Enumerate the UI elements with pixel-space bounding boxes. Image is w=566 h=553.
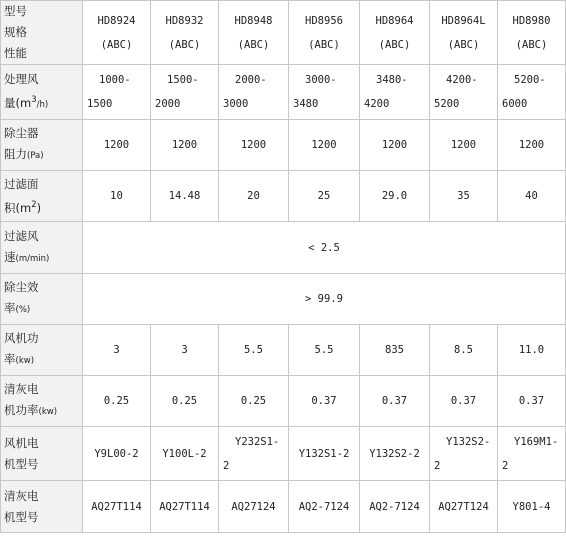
area-cell: 35 [430, 171, 498, 222]
area-cell: 20 [219, 171, 289, 222]
clean-power-cell: 0.25 [151, 376, 219, 427]
area-cell: 14.48 [151, 171, 219, 222]
model-cell: HD8964L (ABC) [430, 1, 498, 65]
flow-cell: 1500- 2000 [151, 65, 219, 120]
fan-motor-cell: Y9L00-2 [83, 427, 151, 481]
fan-motor-cell: Y132S2- 2 [430, 427, 498, 481]
label-area: 过滤面 积$(m^2)$ [1, 171, 83, 222]
fan-motor-cell: Y132S2-2 [360, 427, 430, 481]
resistance-cell: 1200 [151, 120, 219, 171]
clean-power-cell: 0.37 [430, 376, 498, 427]
flow-cell: 2000- 3000 [219, 65, 289, 120]
row-flow [1, 65, 566, 120]
resistance-cell: 1200 [498, 120, 566, 171]
label-clean-motor: 清灰电 机型号 [1, 481, 83, 533]
area-cell: 29.0 [360, 171, 430, 222]
clean-motor-cell: AQ27124 [219, 481, 289, 533]
row-clean-motor [1, 481, 566, 533]
fan-motor-cell: Y100L-2 [151, 427, 219, 481]
row-area [1, 171, 566, 222]
clean-motor-cell: AQ27T114 [151, 481, 219, 533]
label-clean-power: 清灰电 机功率(kw) [1, 376, 83, 427]
clean-power-cell: 0.25 [219, 376, 289, 427]
flow-cell: 5200- 6000 [498, 65, 566, 120]
speed-value: < 2.5 [83, 222, 566, 274]
clean-power-cell: 0.37 [360, 376, 430, 427]
fan-power-cell: 11.0 [498, 325, 566, 376]
fan-motor-cell: Y232S1- 2 [219, 427, 289, 481]
model-cell: HD8932 (ABC) [151, 1, 219, 65]
label-speed: 过滤风 速(m/min) [1, 222, 83, 274]
model-cell: HD8980 (ABC) [498, 1, 566, 65]
efficiency-value: > 99.9 [83, 274, 566, 325]
clean-power-cell: 0.25 [83, 376, 151, 427]
resistance-cell: 1200 [219, 120, 289, 171]
fan-motor-cell: Y169M1- 2 [498, 427, 566, 481]
flow-cell: 3480- 4200 [360, 65, 430, 120]
area-cell: 25 [289, 171, 360, 222]
fan-power-cell: 5.5 [289, 325, 360, 376]
clean-motor-cell: AQ27T124 [430, 481, 498, 533]
label-efficiency: 除尘效 率(%) [1, 274, 83, 325]
label-fan-motor: 风机电 机型号 [1, 427, 83, 481]
clean-motor-cell: AQ2-7124 [360, 481, 430, 533]
resistance-cell: 1200 [360, 120, 430, 171]
fan-power-cell: 8.5 [430, 325, 498, 376]
flow-cell: 4200- 5200 [430, 65, 498, 120]
fan-power-cell: 3 [151, 325, 219, 376]
area-cell: 40 [498, 171, 566, 222]
model-cell: HD8948 (ABC) [219, 1, 289, 65]
model-cell: HD8956 (ABC) [289, 1, 360, 65]
row-resistance [1, 120, 566, 171]
label-resistance: 除尘器 阻力(Pa) [1, 120, 83, 171]
row-fan-power [1, 325, 566, 376]
resistance-cell: 1200 [430, 120, 498, 171]
clean-power-cell: 0.37 [498, 376, 566, 427]
model-cell: HD8924 (ABC) [83, 1, 151, 65]
label-fan-power: 风机功 率(kw) [1, 325, 83, 376]
fan-power-cell: 5.5 [219, 325, 289, 376]
resistance-cell: 1200 [289, 120, 360, 171]
clean-power-cell: 0.37 [289, 376, 360, 427]
fan-power-cell: 3 [83, 325, 151, 376]
row-model [1, 1, 566, 65]
resistance-cell: 1200 [83, 120, 151, 171]
clean-motor-cell: AQ27T114 [83, 481, 151, 533]
label-model: 型号 规格 性能 [1, 1, 83, 65]
area-cell: 10 [83, 171, 151, 222]
fan-power-cell: 835 [360, 325, 430, 376]
flow-cell: 3000- 3480 [289, 65, 360, 120]
row-speed [1, 222, 566, 274]
row-clean-power [1, 376, 566, 427]
fan-motor-cell: Y132S1-2 [289, 427, 360, 481]
label-flow: 处理风 量$(m^3/h)$ [1, 65, 83, 120]
model-cell: HD8964 (ABC) [360, 1, 430, 65]
row-efficiency [1, 274, 566, 325]
clean-motor-cell: Y801-4 [498, 481, 566, 533]
flow-cell: 1000- 1500 [83, 65, 151, 120]
row-fan-motor [1, 427, 566, 481]
clean-motor-cell: AQ2-7124 [289, 481, 360, 533]
